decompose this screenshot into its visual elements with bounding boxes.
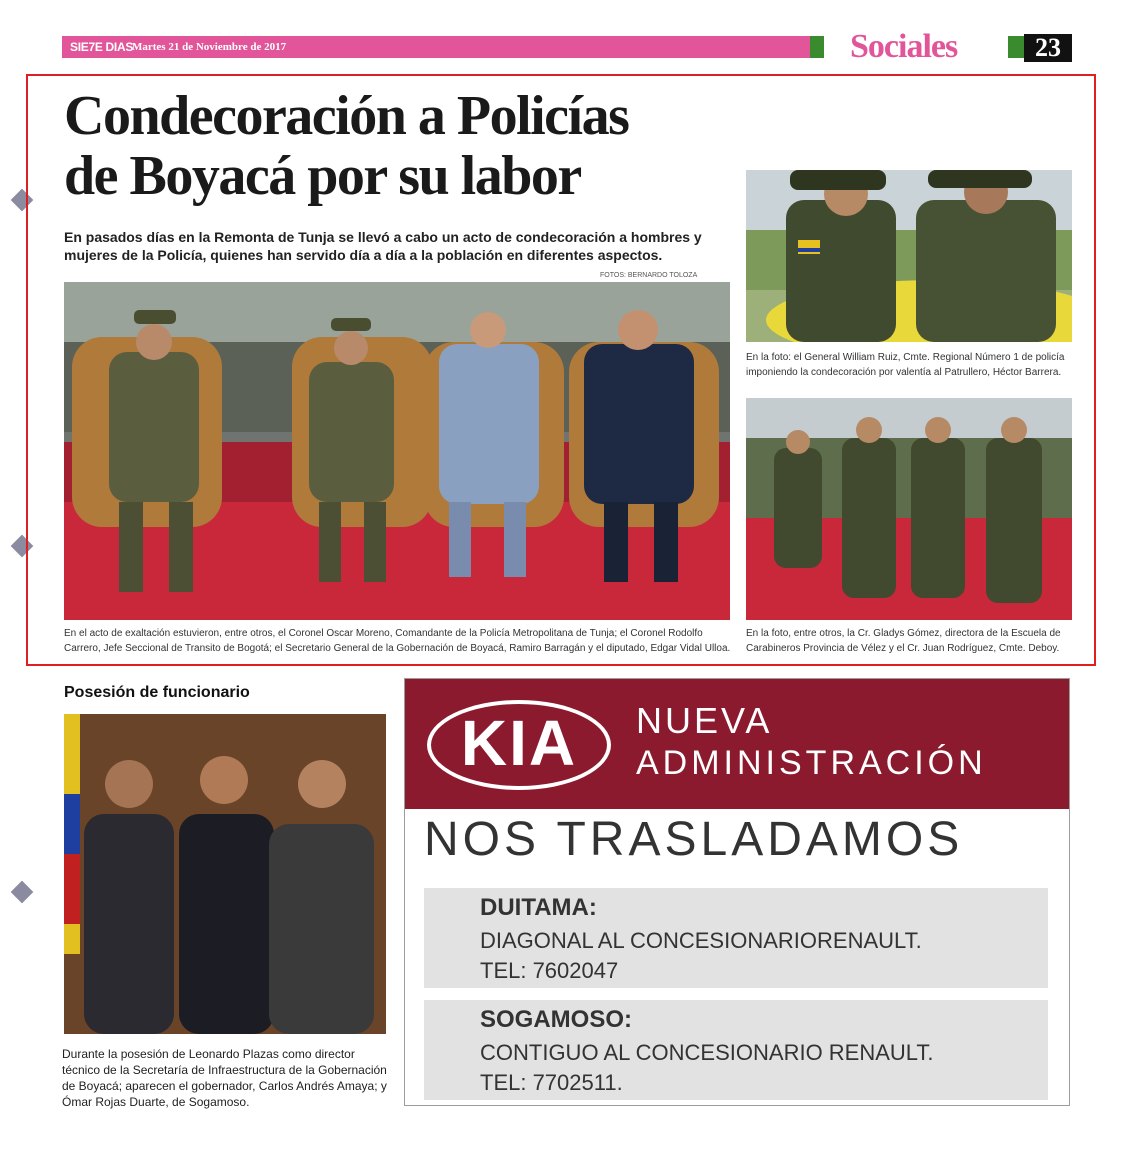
page-number-accent	[1008, 36, 1024, 58]
ad-administracion: ADMINISTRACIÓN	[636, 744, 987, 782]
headline-line-2: de Boyacá por su labor	[64, 145, 581, 207]
posesion-title: Posesión de funcionario	[64, 684, 250, 701]
main-photo-illustration	[64, 282, 730, 620]
article-headline	[64, 86, 744, 206]
location-city: SOGAMOSO:	[480, 1006, 633, 1033]
location-city: DUITAMA:	[480, 894, 597, 921]
side-photo-2-caption: En la foto, entre otros, la Cr. Gladys Gómez, directora de la Escuela de Carabineros Provincia de Vélez y el Cr. Juan Rodríguez, Cmte. Deboy.	[746, 628, 1061, 654]
location-phone: TEL: 7602047	[480, 958, 619, 983]
photo-credit: FOTOS: BERNARDO TOLOZA	[600, 272, 698, 279]
side-photo-1	[746, 170, 1072, 342]
kia-logo: KIA	[460, 707, 578, 779]
headline-line-1: Condecoración a Policías	[64, 85, 629, 147]
issue-date: Martes 21 de Noviembre de 2017	[132, 41, 287, 53]
posesion-caption: Durante la posesión de Leonardo Plazas como director técnico de la Secretaría de Infraestructura de la Gobernación de Boyacá; aparecen el gobernador, Carlos Andrés Amaya; y Ómar Rojas Duarte, de Sogamoso.	[62, 1047, 387, 1109]
section-title: Sociales	[850, 28, 958, 65]
side-photo-2	[746, 398, 1072, 620]
posesion-photo-illustration	[64, 714, 386, 1034]
ad-headline: NOS TRASLADAMOS	[424, 813, 964, 866]
side-photo-2-illustration	[746, 398, 1072, 620]
scan-marker	[11, 881, 34, 904]
side-photo-1-illustration	[746, 170, 1072, 342]
side-photo-1-caption: En la foto: el General William Ruiz, Cmte. Regional Número 1 de policía imponiendo la condecoración por valentía al Patrullero, Héctor Barrera.	[746, 352, 1065, 378]
location-address: CONTIGUO AL CONCESIONARIO RENAULT.	[480, 1040, 934, 1065]
location-address: DIAGONAL AL CONCESIONARIORENAULT.	[480, 928, 922, 953]
ad-nueva: NUEVA	[636, 700, 773, 741]
location-phone: TEL: 7702511.	[480, 1070, 623, 1095]
header-green-accent	[810, 36, 824, 58]
article-lede: En pasados días en la Remonta de Tunja se llevó a cabo un acto de condecoración a hombres y mujeres de la Policía, quienes han servido día a día a la población en diferentes aspectos.	[64, 229, 702, 263]
main-photo	[64, 282, 730, 620]
main-photo-caption: En el acto de exaltación estuvieron, entre otros, el Coronel Oscar Moreno, Comandante de la Policía Metropolitana de Tunja; el Coronel Rodolfo Carrero, Jefe Seccional de Transito de Bogotá; el Secretario General de la Gobernación de Boyacá, Ramiro Barragán y el diputado, Edgar Vidal Ulloa.	[64, 628, 731, 654]
newspaper-brand: SIE7E DIAS	[70, 40, 134, 54]
posesion-photo	[64, 714, 386, 1034]
page-number: 23	[1024, 34, 1072, 62]
